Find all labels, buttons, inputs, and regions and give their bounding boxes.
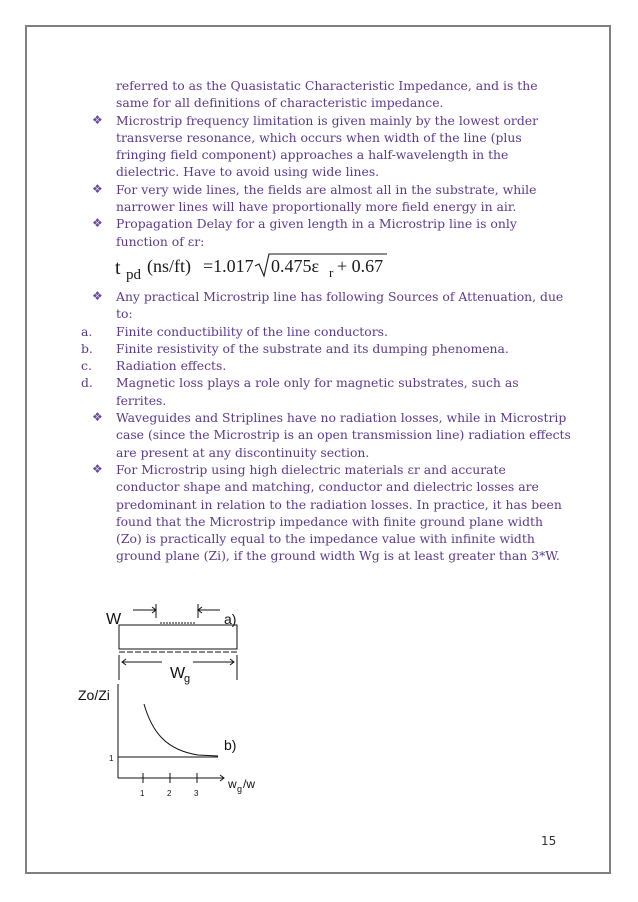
propagation-delay-formula (115, 252, 415, 284)
formula-sub-r: r (329, 265, 334, 280)
label-b: b) (224, 737, 237, 753)
x-label-tail: /w (243, 777, 255, 791)
diamond-bullet-icon: ❖ (92, 112, 103, 127)
formula-coef: =1.017 (203, 256, 254, 276)
x-label-sub: g (237, 784, 243, 794)
diamond-bullet-icon: ❖ (92, 288, 103, 303)
bullet-item: ❖ For very wide lines, the fields are almost all in the substrate, while narrower lines will have proportionally more field energy in air. (92, 181, 537, 215)
label-W: W (106, 611, 122, 628)
label-a: a) (224, 611, 237, 627)
tick-label: 1 (140, 789, 145, 798)
lettered-item: d. Magnetic loss plays a role only for magnetic substrates, such as ferrites. (81, 375, 519, 408)
formula-sub-pd: pd (126, 267, 141, 283)
formula-radicand: 0.475ε (271, 256, 320, 276)
formula-unit: (ns/ft) (147, 256, 191, 276)
intro-line: same for all definitions of characteristic impedance. (116, 95, 444, 111)
bullet-item: ❖ For Microstrip using high dielectric materials εr and accurate conductor shape and matching, conductor and dielectric losses are predominant in relation to the radiation losses. In practice, it has been found that the Microstrip impedance with finite ground plane width (Zo) is practically equal to the impedance value with infinite width ground plane (Zi), if the ground width Wg is at least greater than 3*W. (92, 461, 562, 564)
body-text (82, 77, 572, 565)
diamond-bullet-icon: ❖ (92, 410, 103, 425)
tick-label: 2 (167, 789, 172, 798)
intro-line: referred to as the Quasistatic Characteristic Impedance, and is the (116, 78, 538, 93)
tick-label: 3 (194, 789, 199, 798)
diamond-bullet-icon: ❖ (92, 461, 103, 476)
x-label-main: w (228, 777, 237, 791)
lettered-item: a. Finite conductibility of the line conductors. (81, 323, 388, 339)
bullet-item: ❖ Waveguides and Striplines have no radiation losses, while in Microstrip case (since the Microstrip is an open transmission line) radiation effects are present at any discontinuity section. (92, 410, 571, 460)
lettered-item: b. Finite resistivity of the substrate and its dumping phenomena. (81, 340, 509, 356)
label-one: 1 (109, 754, 114, 763)
microstrip-figure (78, 600, 278, 800)
bullet-item: ❖ Any practical Microstrip line has following Sources of Attenuation, due to: (92, 288, 564, 322)
label-Wg-main: W (170, 665, 186, 682)
bullet-item: ❖ Propagation Delay for a given length in a Microstrip line is only function of εr: (92, 216, 517, 249)
page-number: 15 (541, 834, 557, 848)
diamond-bullet-icon: ❖ (92, 216, 103, 231)
bullet-item: ❖ Microstrip frequency limitation is given mainly by the lowest order transverse resonance, which occurs when width of the line (plus fringing field component) approaches a half-wavelength in the dielectric. Have to avoid using wide lines. (92, 112, 539, 180)
lettered-item: c. Radiation effects. (81, 358, 227, 374)
label-y: Zo/Zi (78, 687, 110, 703)
label-Wg-sub: g (184, 673, 191, 685)
diamond-bullet-icon: ❖ (92, 181, 103, 196)
formula-t: t (115, 257, 121, 279)
formula-tail: + 0.67 (337, 256, 384, 276)
